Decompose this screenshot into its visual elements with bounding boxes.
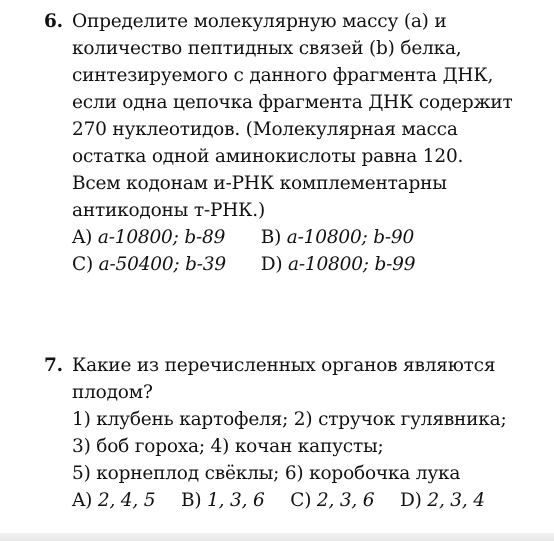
option-letter: B): [181, 490, 202, 511]
question-7: [44, 352, 544, 514]
option-letter: A): [72, 490, 93, 511]
question-line: количество пептидных связей (b) белка,: [72, 38, 462, 59]
question-text: [72, 8, 544, 278]
question-line: Определите молекулярную массу (a) и: [72, 11, 447, 32]
option-letter: B): [260, 227, 282, 248]
answer-option-d: [261, 251, 416, 278]
option-value: 2, 3, 4: [427, 490, 485, 511]
question-line: синтезируемого с данного фрагмента ДНК,: [72, 65, 494, 86]
question-line: 3) боб гороха; 4) кочан капусты;: [72, 436, 384, 457]
option-letter: C): [290, 490, 312, 511]
option-letter: A): [72, 227, 93, 248]
question-line: 5) корнеплод свёклы; 6) коробочка лука: [72, 463, 461, 484]
answer-options-row: [72, 251, 544, 278]
answer-option-c: [72, 251, 255, 278]
question-number: 7.: [44, 355, 63, 376]
answer-options-row: [72, 487, 544, 514]
option-letter: C): [72, 254, 93, 275]
option-value: a-50400; b-39: [98, 254, 226, 275]
question-line: остатка одной аминокислоты равна 120.: [72, 146, 464, 167]
question-line: 1) клубень картофеля; 2) стручок гулявника;: [72, 409, 507, 430]
question-line: плодом?: [72, 382, 153, 403]
question-text: [72, 352, 544, 514]
answer-option-c: [290, 487, 374, 514]
page-bottom-edge: [0, 533, 554, 541]
option-value: 1, 3, 6: [207, 490, 265, 511]
question-line: 270 нуклеотидов. (Молекулярная масса: [72, 119, 458, 140]
answer-options-row: [72, 224, 544, 251]
answer-option-b: [181, 487, 265, 514]
answer-option-d: [400, 487, 485, 514]
question-line: Какие из перечисленных органов являются: [72, 355, 496, 376]
option-value: 2, 3, 6: [316, 490, 375, 511]
question-line: Всем кодонам и-РНК комплементарны: [72, 173, 447, 194]
question-6: [44, 8, 544, 278]
option-value: 2, 4, 5: [97, 490, 156, 511]
answer-option-a: [72, 224, 255, 251]
option-letter: D): [400, 490, 422, 511]
answer-option-b: [261, 224, 414, 251]
option-value: a-10800; b-90: [286, 227, 415, 248]
question-number: 6.: [44, 11, 63, 32]
answer-option-a: [72, 487, 155, 514]
option-value: a-10800; b-99: [288, 254, 416, 275]
question-line: если одна цепочка фрагмента ДНК содержит: [72, 92, 513, 113]
question-line: антикодоны т-РНК.): [72, 200, 265, 221]
option-value: a-10800; b-89: [97, 227, 226, 248]
option-letter: D): [260, 254, 283, 275]
